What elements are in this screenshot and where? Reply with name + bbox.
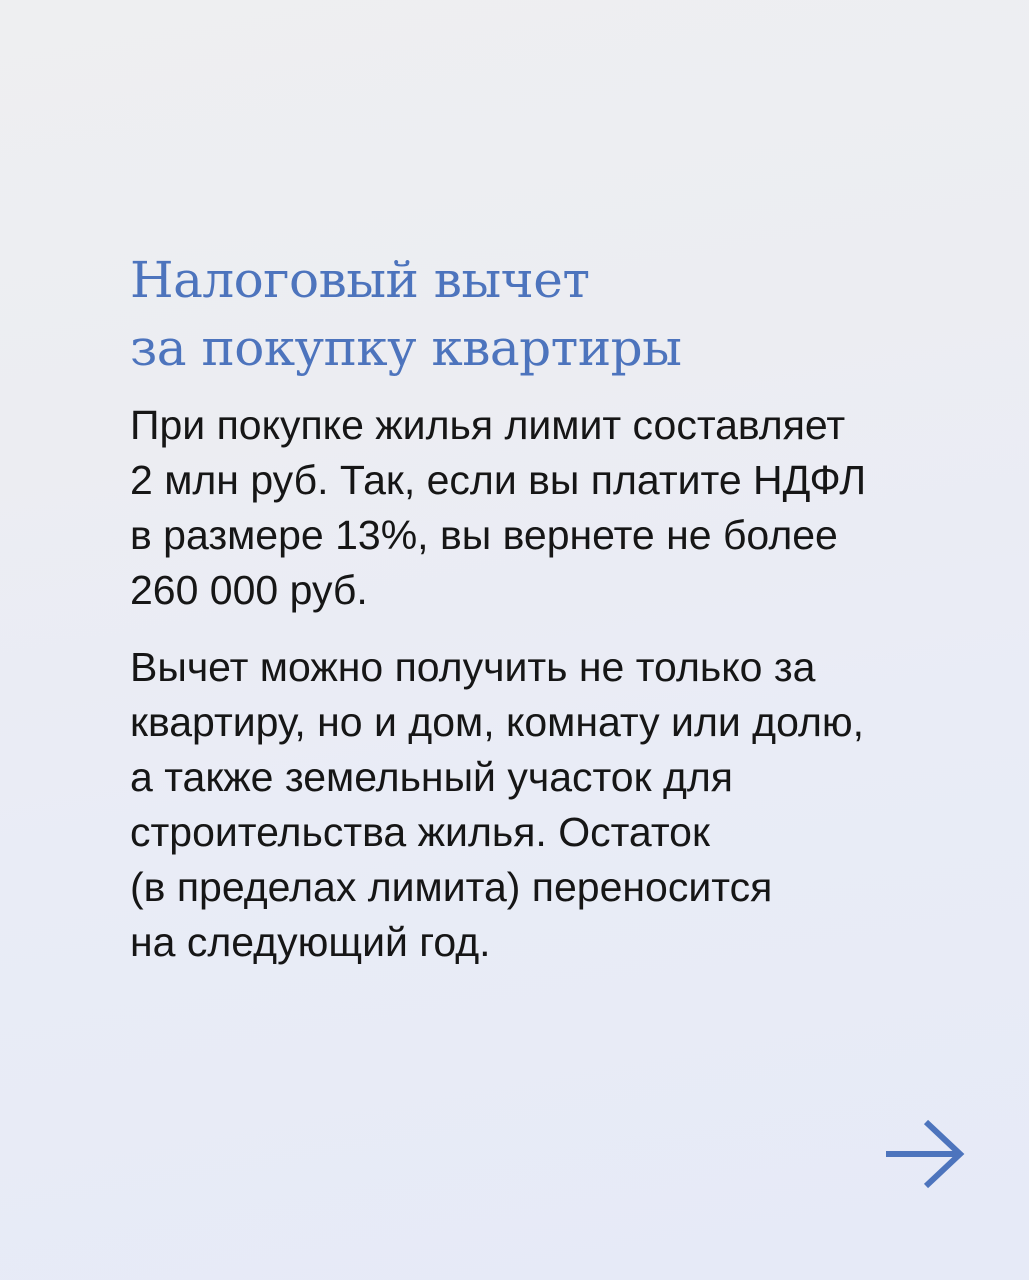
paragraph-2-line-4: строительства жилья. Остаток (130, 809, 710, 855)
paragraph-2-line-5: (в пределах лимита) переносится (130, 864, 773, 910)
paragraph-1-line-2: 2 млн руб. Так, если вы платите НДФЛ (130, 457, 867, 503)
paragraph-1-line-1: При покупке жилья лимит составляет (130, 402, 846, 448)
paragraph-limit (130, 398, 970, 618)
paragraph-2-line-2: квартиру, но и дом, комнату или долю, (130, 699, 865, 745)
arrow-right-icon (882, 1116, 966, 1192)
paragraph-1-line-4: 260 000 руб. (130, 567, 368, 613)
paragraph-2-line-6: на следующий год. (130, 919, 491, 965)
slide-title (130, 246, 950, 382)
paragraph-property-types (130, 640, 970, 970)
title-line-2: за покупку квартиры (130, 319, 682, 377)
paragraph-1-line-3: в размере 13%, вы вернете не более (130, 512, 838, 558)
paragraph-2-line-3: а также земельный участок для (130, 754, 733, 800)
next-slide-button[interactable] (882, 1116, 966, 1192)
title-line-1: Налоговый вычет (130, 251, 590, 309)
paragraph-2-line-1: Вычет можно получить не только за (130, 644, 816, 690)
